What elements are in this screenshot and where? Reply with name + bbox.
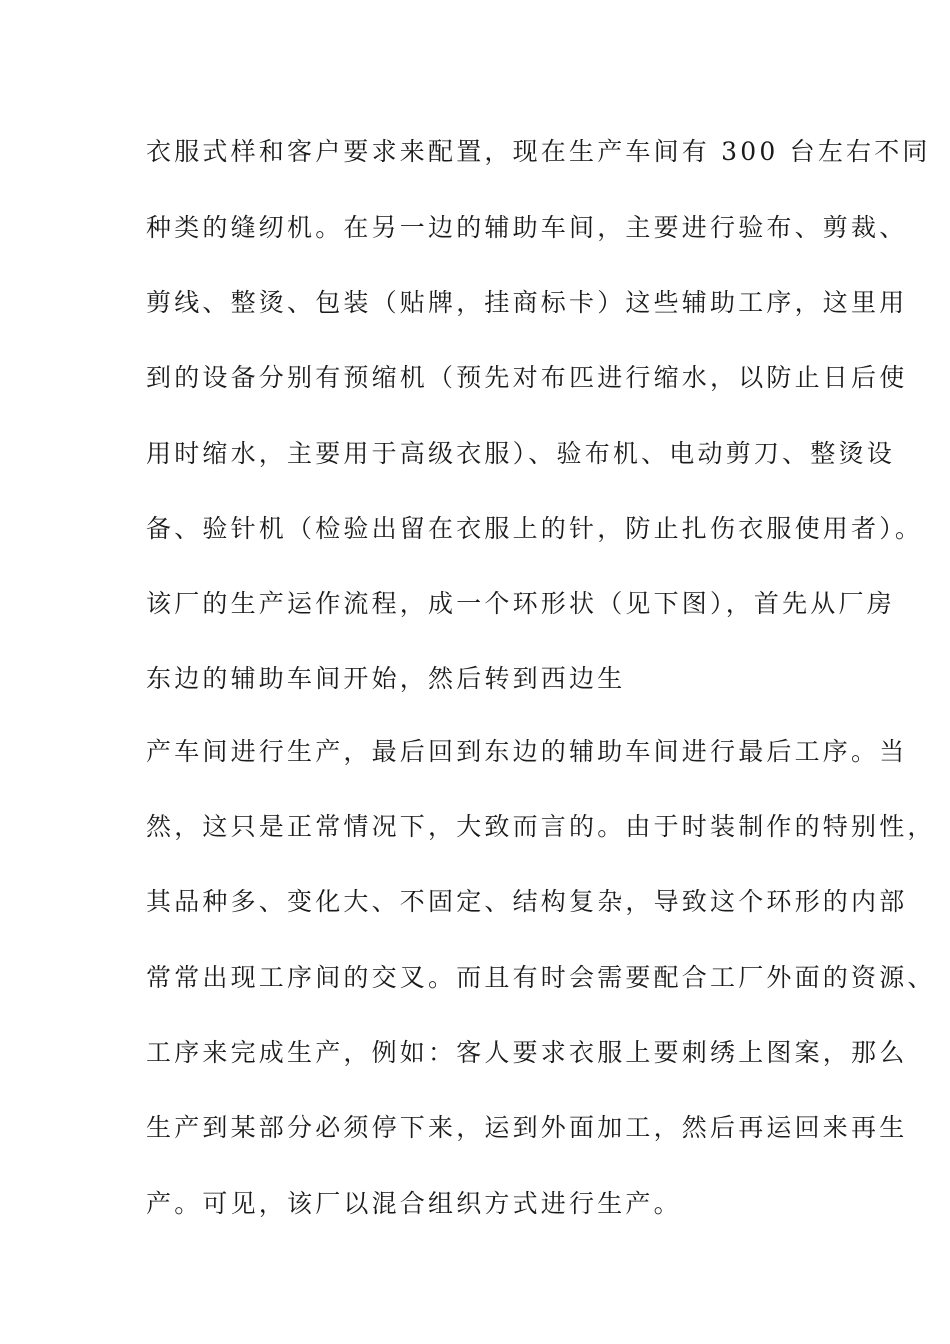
paragraph-line: 种类的缝纫机。在另一边的辅助车间，主要进行验布、剪裁、	[146, 213, 908, 242]
paragraph-line: 东边的辅助车间开始，然后转到西边生	[146, 664, 626, 693]
paragraph-line: 工序来完成生产，例如：客人要求衣服上要刺绣上图案，那么	[146, 1038, 908, 1067]
paragraph-line: 剪线、整烫、包装（贴牌，挂商标卡）这些辅助工序，这里用	[146, 288, 908, 317]
paragraph-line: 该厂的生产运作流程，成一个环形状（见下图），首先从厂房	[146, 589, 895, 618]
paragraph-line: 产。可见，该厂以混合组织方式进行生产。	[146, 1189, 682, 1218]
paragraph-line: 生产到某部分必须停下来，运到外面加工，然后再运回来再生	[146, 1113, 908, 1142]
paragraph-line: 备、验针机（检验出留在衣服上的针，防止扎伤衣服使用者）。	[146, 514, 924, 543]
paragraph-line: 然，这只是正常情况下，大致而言的。由于时装制作的特别性，	[146, 812, 936, 841]
paragraph-line: 常常出现工序间的交叉。而且有时会需要配合工厂外面的资源、	[146, 963, 936, 992]
paragraph-line: 衣服式样和客户要求来配置，现在生产车间有 300 台左右不同	[146, 137, 931, 166]
paragraph-line: 产车间进行生产，最后回到东边的辅助车间进行最后工序。当	[146, 737, 908, 766]
paragraph-line: 到的设备分别有预缩机（预先对布匹进行缩水，以防止日后使	[146, 363, 908, 392]
paragraph-line: 用时缩水，主要用于高级衣服）、验布机、电动剪刀、整烫设	[146, 439, 895, 468]
paragraph-line: 其品种多、变化大、不固定、结构复杂，导致这个环形的内部	[146, 887, 908, 916]
